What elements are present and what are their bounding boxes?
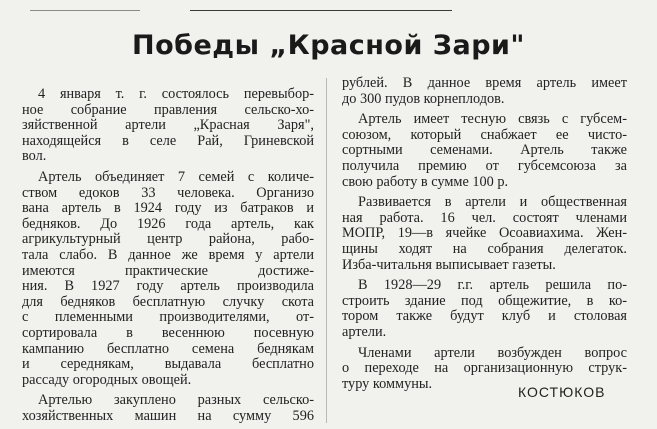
text-line: Членами артели возбужден вопрос	[358, 345, 627, 361]
text-line: ством едоков 33 человека. Организо	[22, 185, 314, 201]
text-line: бедняков. До 1926 года артель, как	[22, 216, 314, 232]
text-line: щины ходят на собрания делегаток.	[342, 241, 627, 257]
text-line: и середнякам, выдавала бесплатно	[22, 357, 314, 373]
text-line: тала слабо. В данное же время у артели	[22, 247, 314, 263]
text-line: для бедняков бесплатную случку скота	[22, 294, 314, 310]
text-line: сортировала в весеннюю посевную	[22, 325, 314, 341]
text-line: МОПР, 19—в ячейке Осоавиахима. Жен-	[342, 226, 627, 242]
text-line: ная работа. 16 чел. состоят членами	[342, 210, 627, 226]
text-line: вана артель в 1924 году из батраков и	[22, 201, 314, 217]
author-signature: КОСТЮКОВ	[518, 384, 606, 400]
top-rule	[190, 10, 452, 11]
text-line: рублей. В данное время артель имеет	[342, 76, 627, 91]
text-line: зяйственной артели „Красная Заря",	[22, 118, 314, 134]
text-line: строить здание под общежитие, в ко-	[342, 293, 627, 309]
text-line: агрикультурный центр района, рабо-	[22, 232, 314, 248]
text-line: В 1928—29 г.г. артель решила по-	[358, 278, 627, 294]
text-line: свою работу в сумме 100 р.	[342, 174, 509, 190]
article-title: Победы „Красной Зари"	[131, 30, 526, 61]
text-line: Артель объединяет 7 семей с количе-	[38, 169, 314, 185]
text-line: с племенными производителями, от-	[22, 310, 314, 326]
text-line: ное собрание правления сельско-хо-	[22, 102, 314, 118]
text-line: хозяйственных машин на сумму 596	[22, 408, 314, 424]
right-column	[342, 76, 627, 392]
text-line: Развивается в артели и общественная	[358, 195, 627, 211]
text-line: Артель имеет тесную связь с губсем-	[358, 112, 627, 128]
text-line: ния. В 1927 году артель производила	[22, 279, 314, 295]
text-line: союзом, который снабжает ее чисто-	[342, 127, 627, 143]
text-line: тором также будут клуб и столовая	[342, 309, 627, 325]
text-line: находящейся в селе Рай, Гриневской	[22, 133, 314, 149]
text-line: о переходе на организационную струк-	[342, 361, 627, 377]
left-column	[22, 87, 314, 424]
text-line: до 300 пудов корнеплодов.	[342, 91, 505, 107]
top-rule-left	[30, 10, 140, 11]
text-line: имеются практические достиже-	[22, 263, 314, 279]
text-line: туру коммуны.	[342, 376, 433, 392]
text-line: артели.	[342, 324, 387, 340]
text-line: получила премию от губсемсоюза за	[342, 158, 627, 174]
text-line: 4 января т. г. состоялось перевыбор-	[38, 87, 314, 102]
text-line: сортными семенами. Артель также	[342, 143, 627, 159]
text-line: рассаду огородных овощей.	[22, 372, 192, 388]
text-line: кампанию бесплатно семена беднякам	[22, 341, 314, 357]
column-divider	[326, 78, 327, 423]
text-line: вол.	[22, 149, 47, 165]
text-line: Изба-читальня выписывает газеты.	[342, 257, 556, 273]
text-line: Артелью закуплено разных сельско-	[38, 393, 314, 409]
